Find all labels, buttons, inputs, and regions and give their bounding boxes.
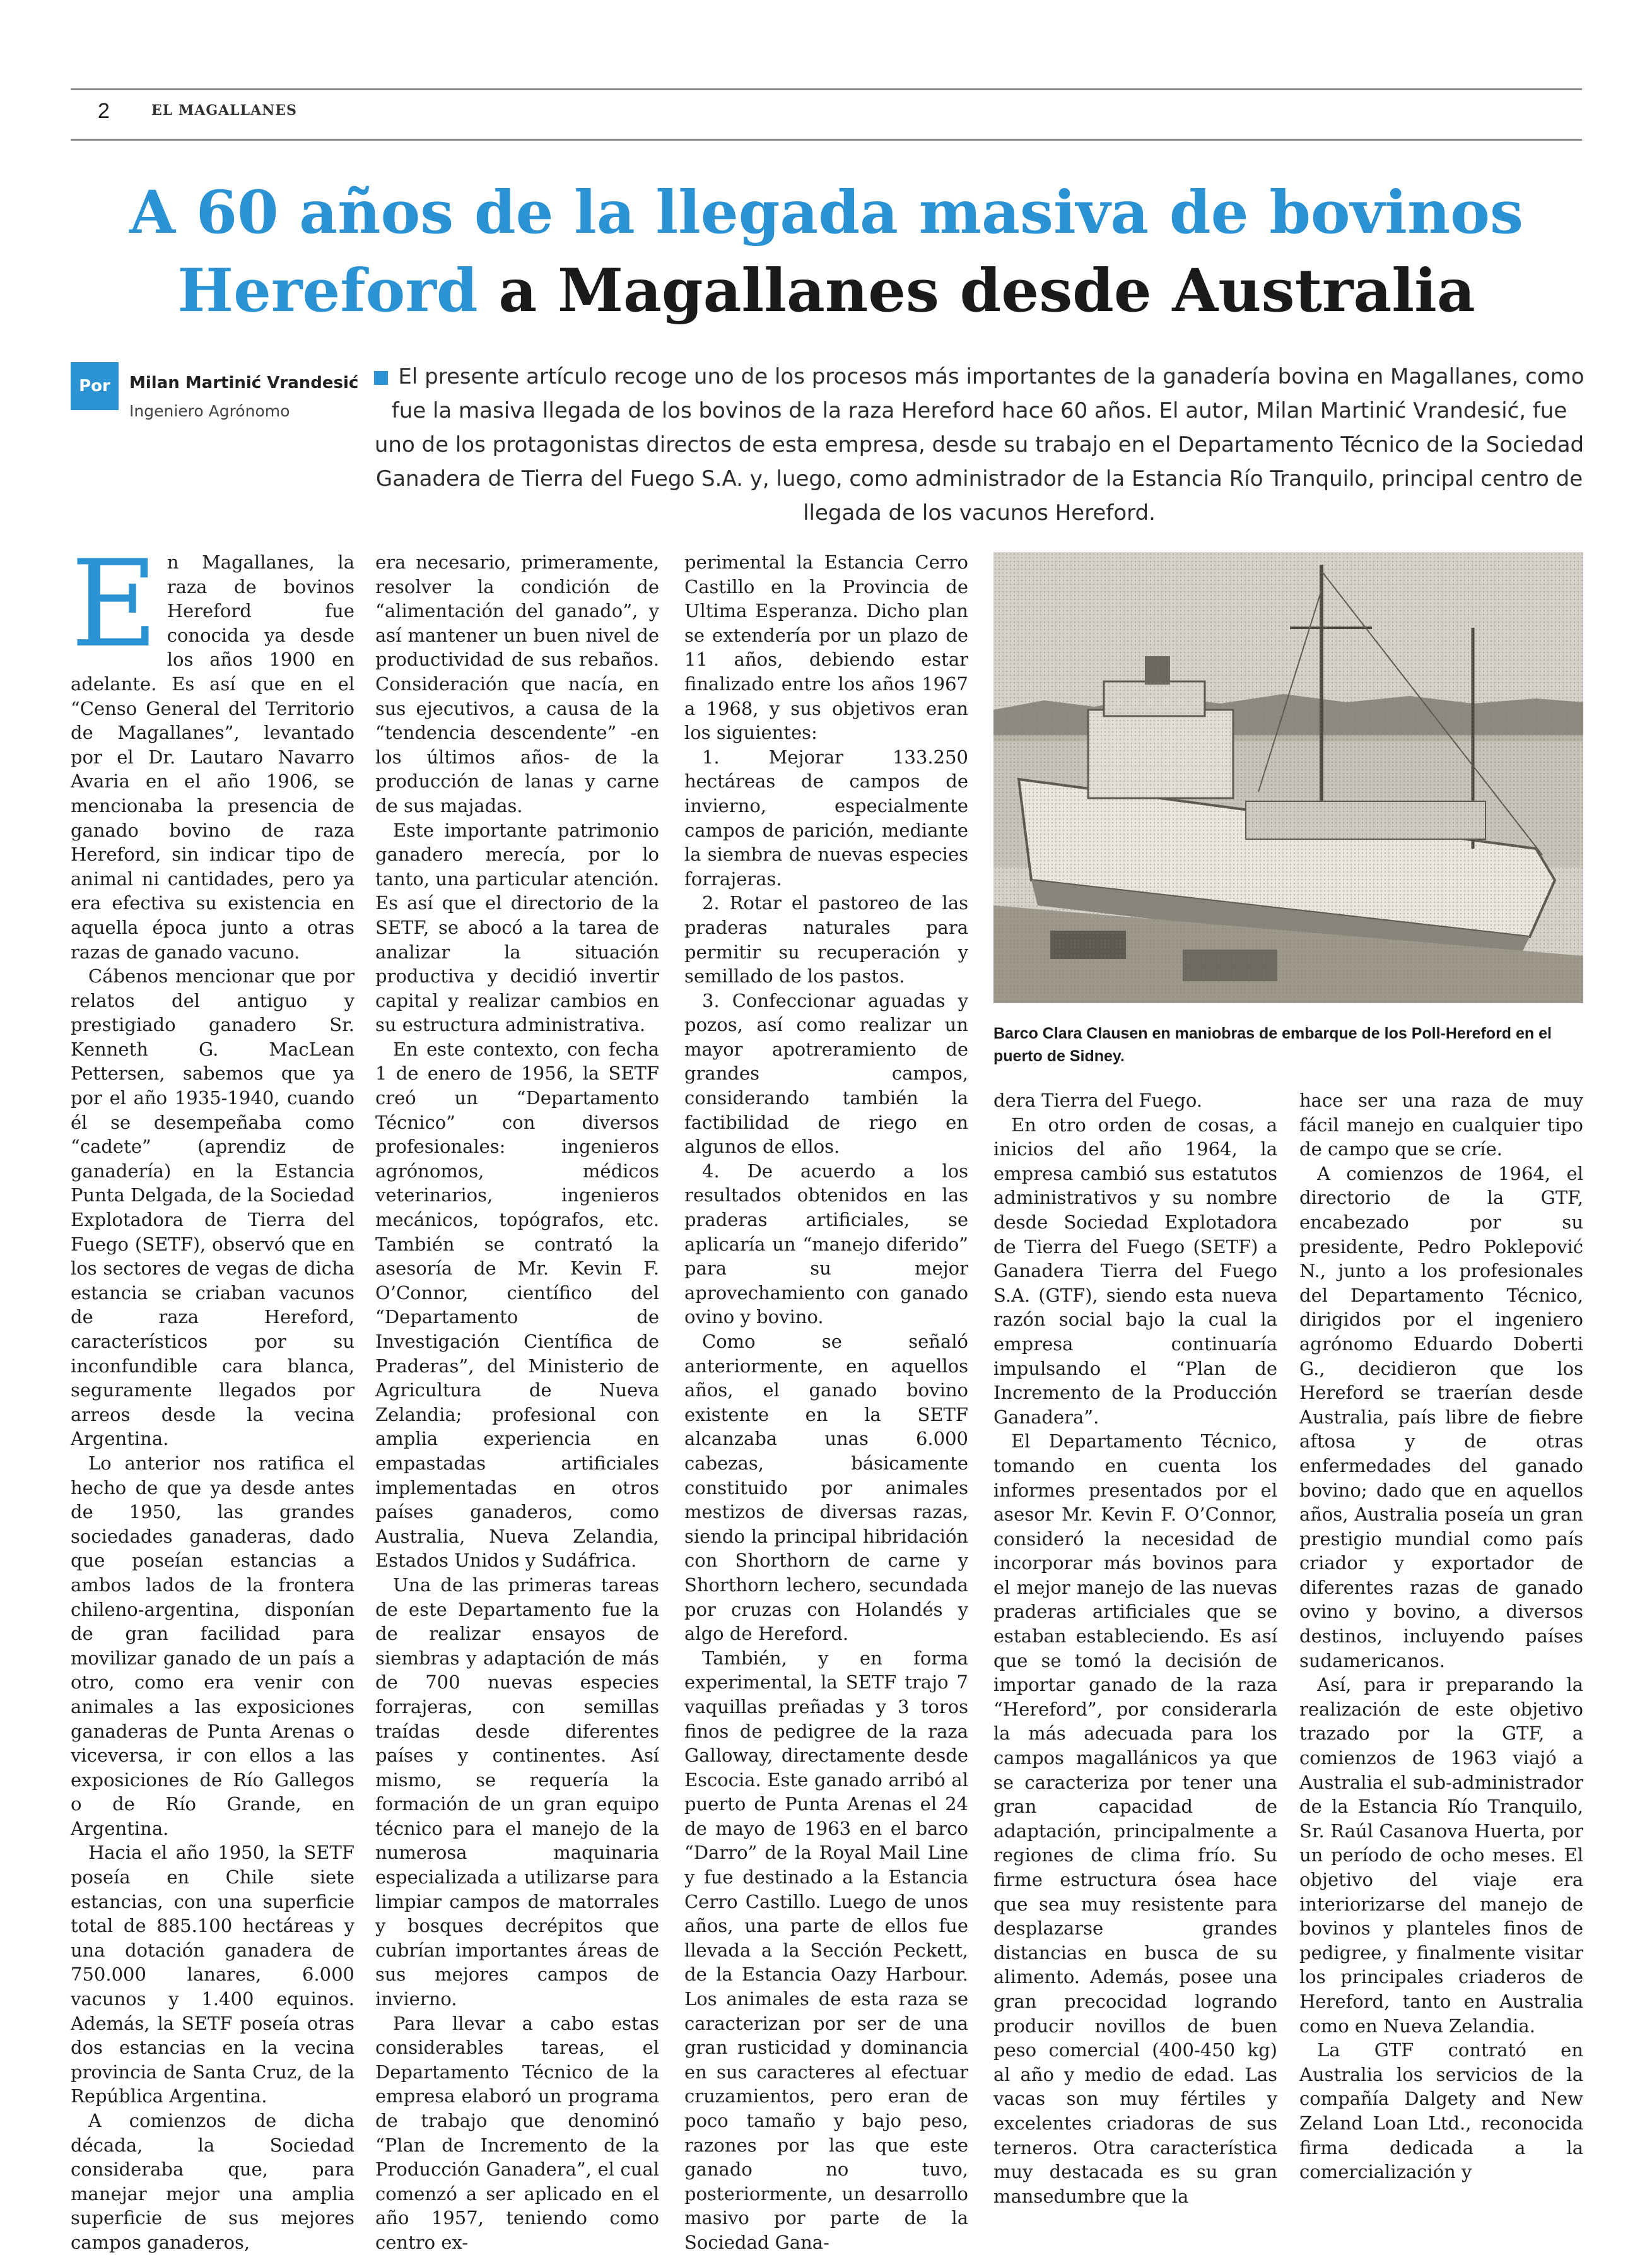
column-2-paragraph-1: era necesario, primeramente, resolver la condición de “alimentación del ganado”, y así mantener un buen nivel de productividad de sus rebaños. Consideración que nacía, en sus ejecutivos, a causa de la “tendencia descendente” -en los últimos años- de la producción de lanas y carne de sus majadas. <box>375 551 659 816</box>
article-column-5 <box>1299 1088 1583 2184</box>
headline-line-1: A 60 años de la llegada masiva de bovinos <box>129 178 1523 247</box>
article-column-4 <box>993 1088 1277 2208</box>
column-5-paragraph-2: A comienzos de 1964, el directorio de la GTF, encabezado por su presidente, Pedro Poklepović N., junto a los profesionales del Departamento Técnico, dirigidos por el ingeniero agrónomo Eduardo Doberti G., decidieron que los Hereford se traerían desde Australia, país libre de fiebre aftosa y de otras enfermedades del ganado bovino; dado que en aquellos años, Australia poseía un gran prestigio mundial como país criador y exportador de diferentes razas de ganado ovino y bovino, a diversos destinos, incluyendo países sudamericanos. <box>1299 1162 1583 1671</box>
column-3-paragraph-5: 4. De acuerdo a los resultados obtenidos en las praderas artificiales, se aplicaría un “manejo diferido” para su mejor aprovechamiento con ganado ovino y bovino. <box>684 1160 968 1328</box>
square-bullet-icon <box>374 371 388 385</box>
byline-tag: Por <box>71 362 119 410</box>
headline-rest: a Magallanes desde Australia <box>477 256 1475 326</box>
lead-text: El presente artículo recoge uno de los procesos más importantes de la ganadería bovina en Magallanes, como fue la masiva llegada de los bovinos de la raza Hereford hace 60 años. El autor, Milan Martinić Vrandesić, fue uno de los protagonistas directos de esta empresa, desde su trabajo en el Departamento Técnico de la Sociedad Ganadera de Tierra del Fuego S.A. y, luego, como administrador de la Estancia Río Tranquilo, principal centro de llegada de los vacunos Hereford. <box>374 364 1585 526</box>
lead-paragraph <box>372 360 1586 530</box>
column-2-paragraph-4: Una de las primeras tareas de este Departamento fue la de realizar ensayos de siembras y adaptación de más de 700 nuevas especies forrajeras, con semillas traídas desde diferentes países y continentes. Así mismo, se requería la formación de un gran equipo técnico para el manejo de la numerosa maquinaria especializada a utilizarse para limpiar campos de matorrales y bosques decrépitos que cubrían importantes áreas de sus mejores campos de invierno. <box>375 1574 659 2010</box>
column-4-paragraph-1: dera Tierra del Fuego. <box>993 1090 1203 1111</box>
column-1-paragraph-1 <box>71 534 354 964</box>
drop-cap: E <box>71 534 158 674</box>
article-column-2 <box>375 550 659 2255</box>
column-2-paragraph-2: Este importante patrimonio ganadero merecía, por lo tanto, una particular atención. Es así que el directorio de la SETF, se abocó a la tarea de analizar la situación productiva y decidió invertir capital y realizar cambios en su estructura administrativa. <box>375 819 659 1036</box>
page-number: 2 <box>98 99 110 123</box>
column-3-paragraph-1: perimental la Estancia Cerro Castillo en la Provincia de Ultima Esperanza. Dicho plan se extendería por un plazo de 11 años, debiendo estar finalizado entre los años 1967 a 1968, y sus objetivos eran los siguientes: <box>684 551 968 744</box>
headline-accent: Hereford <box>177 256 478 326</box>
column-4-paragraph-2: En otro orden de cosas, a inicios del año 1964, la empresa cambió sus estatutos administrativos y su nombre desde Sociedad Explotadora de Tierra del Fuego (SETF) a Ganadera Tierra del Fuego S.A. (GTF), siendo esta nueva razón social bajo la cual la empresa continuaría impulsando el “Plan de Incremento de la Producción Ganadera”. <box>993 1114 1277 1428</box>
column-2-paragraph-3: En este contexto, con fecha 1 de enero de 1956, la SETF creó un “Departamento Técnico” con diversos profesionales: ingenieros agrónomos, médicos veterinarios, ingenieros mecánicos, topógrafos, etc. También se contrató la asesoría de Mr. Kevin F. O’Connor, científico del “Departamento de Investigación Científica de Praderas”, del Ministerio de Agricultura de Nueva Zelandia; profesional con amplia experiencia en empastadas artificiales implementadas en otros países ganaderos, como Australia, Nueva Zelandia, Estados Unidos y Sudáfrica. <box>375 1038 659 1572</box>
author-name: Milan Martinić Vrandesić <box>129 374 359 392</box>
ship-image <box>993 552 1583 1003</box>
column-1-paragraph-3: Lo anterior nos ratifica el hecho de que ya desde antes de 1950, las grandes sociedades ganaderas, dado que poseían estancias a ambos lados de la frontera chileno-argentina, disponían de gran facilidad para movilizar ganado de un país a otro, como era venir con animales a las exposiciones ganaderas de Punta Arenas o viceversa, ir con ellos a las exposiciones de Río Gallegos o de Río Grande, en Argentina. <box>71 1452 354 1839</box>
column-3-paragraph-4: 3. Confeccionar aguadas y pozos, así como realizar un mayor apotreramiento de grandes campos, considerando también la factibilidad de riego en algunos de ellos. <box>684 989 968 1158</box>
column-5-paragraph-3: Así, para ir preparando la realización de este objetivo trazado por la GTF, a comienzos de 1963 viajó a Australia el sub-administrador de la Estancia Río Tranquilo, Sr. Raúl Casanova Huerta, por un período de ocho meses. El objetivo del viaje era interiorizarse del manejo de bovinos y planteles finos de pedigree, y finalmente visitar los principales criaderos de Hereford, tanto en Australia como en Nueva Zelandia. <box>1299 1674 1583 2037</box>
column-1-paragraph-2: Cábenos mencionar que por relatos del antiguo y prestigiado ganadero Sr. Kenneth G. MacLean Pettersen, sabemos que ya por el año 1935-1940, cuando él se desempeñaba como “cadete” (aprendiz de ganadería) en la Estancia Punta Delgada, de la Sociedad Explotadora de Tierra del Fuego (SETF), observó que en los sectores de vegas de dicha estancia se criaban vacunos de raza Hereford, característicos por su inconfundible cara blanca, seguramente llegados por arreos desde la vecina Argentina. <box>71 965 355 1450</box>
headline <box>71 174 1582 330</box>
column-3-paragraph-7: También, y en forma experimental, la SETF trajo 7 vaquillas preñadas y 3 toros finos de pedigree de la raza Galloway, directamente desde Escocia. Este ganado arribó al puerto de Punta Arenas el 24 de mayo de 1963 en el barco “Darro” de la Royal Mail Line y fue destinado a la Estancia Cerro Castillo. Luego de unos años, una parte de ellos fue llevada a la Sección Peckett, de la Estancia Oazy Harbour. Los animales de esta raza se caracterizan por ser de una gran rusticidad y dominancia en sus caracteres al efectuar cruzamientos, pero eran de poco tamaño y bajo peso, razones por las que este ganado no tuvo, posteriormente, un desarrollo masivo por parte de la Sociedad Gana- <box>684 1647 968 2253</box>
author-role: Ingeniero Agrónomo <box>129 402 290 420</box>
column-3-paragraph-2: 1. Mejorar 133.250 hectáreas de campos de invierno, especialmente campos de parición, mediante la siembra de nuevas especies forrajeras. <box>684 746 968 890</box>
headline-line-2 <box>71 252 1582 330</box>
column-1-paragraph-1-text: n Magallanes, la raza de bovinos Hereford fue conocida ya desde los años 1900 en adelante. Es así que en el “Censo General del Territorio de Magallanes”, levantado por el Dr. Lautaro Navarro Avaria en el año 1906, se mencionaba la presencia de ganado bovino de raza Hereford, sin indicar tipo de animal ni cantidades, pero ya era efectiva su existencia en aquella época junto a otras razas de ganado vacuno. <box>71 551 354 963</box>
header-bottom-rule <box>71 139 1582 141</box>
column-5-paragraph-1: hace ser una raza de muy fácil manejo en cualquier tipo de campo que se críe. <box>1299 1090 1583 1160</box>
column-3-paragraph-6: Como se señaló anteriormente, en aquellos años, el ganado bovino existente en la SETF alcanzaba unas 6.000 cabezas, básicamente constituido por animales mestizos de diversas razas, siendo la principal hibridación con Shorthorn de carne y Shorthorn lechero, secundada por cruzas con Holandés y algo de Hereford. <box>684 1331 968 1645</box>
column-1-paragraph-5: A comienzos de dicha década, la Sociedad consideraba que, para manejar mejor una amplia superficie de sus mejores campos ganaderos, <box>71 2110 354 2253</box>
article-column-3 <box>684 550 968 2255</box>
column-3-paragraph-3: 2. Rotar el pastoreo de las praderas naturales para permitir su recuperación y semillado de los pastos. <box>684 892 968 987</box>
photo-caption: Barco Clara Clausen en maniobras de embarque de los Poll-Hereford en el puerto de Sidney. <box>993 1025 1552 1065</box>
newspaper-name: EL MAGALLANES <box>151 102 297 119</box>
article-column-1 <box>71 534 355 2255</box>
column-4-paragraph-3: El Departamento Técnico, tomando en cuenta los informes presentados por el asesor Mr. Kevin F. O’Connor, consideró la necesidad de incorporar más bovinos para el mejor manejo de las nuevas praderas artificiales que se estaban estableciendo. Es así que se tomó la decisión de importar ganado de la raza “Hereford”, por considerarla la más adecuada para los campos magallánicos ya que se caracteriza por tener una gran capacidad de adaptación, principalmente a regiones de clima frío. Su firme estructura ósea hace que sea muy resistente para desplazarse grandes distancias en busca de su alimento. Además, posee una gran precocidad logrando producir novillos de buen peso comercial (400-450 kg) al año y medio de edad. Las vacas son muy fértiles y excelentes criadoras de sus terneros. Otra característica muy destacada es su gran mansedumbre que la <box>993 1430 1277 2207</box>
ship-photo <box>993 552 1583 1003</box>
column-5-paragraph-4: La GTF contrató en Australia los servicios de la compañía Dalgety and New Zeland Loan Ltd., reconocida firma dedicada a la comercialización y <box>1299 2039 1583 2183</box>
top-rule <box>71 88 1582 90</box>
column-2-paragraph-5: Para llevar a cabo estas considerables tareas, el Departamento Técnico de la empresa elaboró un programa de trabajo que denominó “Plan de Incremento de la Producción Ganadera”, el cual comenzó a ser aplicado en el año 1957, teniendo como centro ex- <box>375 2012 659 2253</box>
column-1-paragraph-4: Hacia el año 1950, la SETF poseía en Chile siete estancias, con una superficie total de 885.100 hectáreas y una dotación ganadera de 750.000 lanares, 6.000 vacunos y 1.400 equinos. Además, la SETF poseía otras dos estancias en la vecina provincia de Santa Cruz, de la República Argentina. <box>71 1842 354 2107</box>
